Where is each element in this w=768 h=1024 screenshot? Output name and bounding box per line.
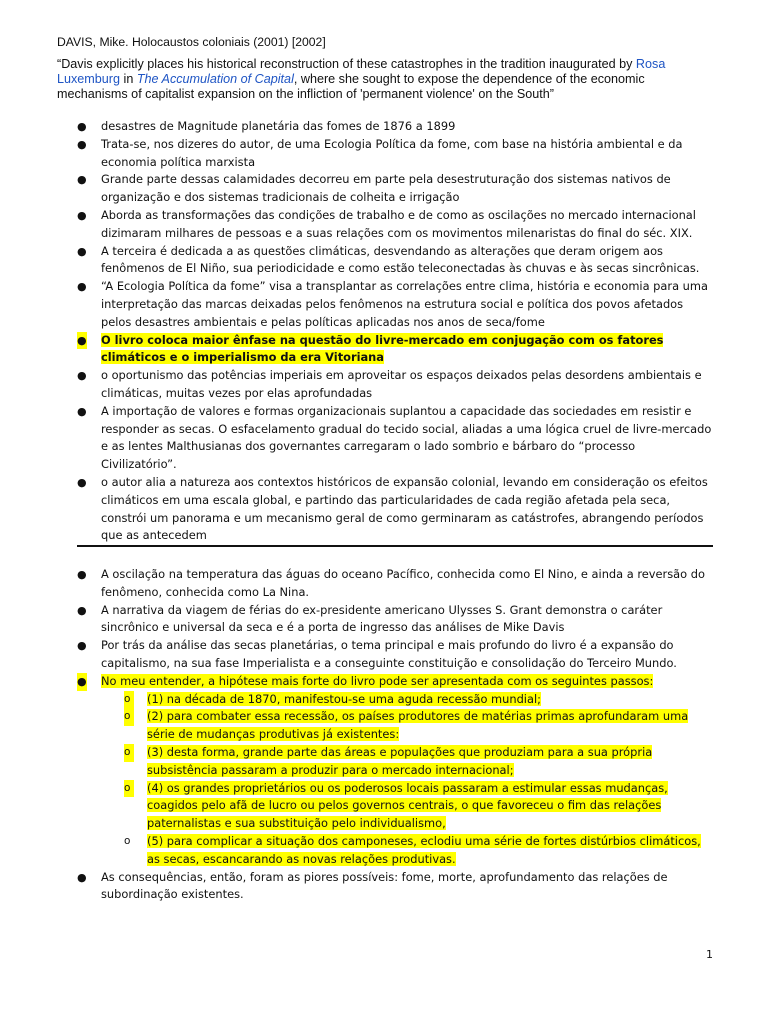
horizontal-divider — [77, 545, 713, 547]
circle-bullet-icon: o — [124, 744, 134, 762]
bullet-icon: ● — [77, 603, 87, 617]
link-rosa-luxemburg[interactable]: Rosa Luxemburg — [57, 57, 666, 86]
list-item: ● A terceira é dedicada a as questões climáticas, desvendando as alterações que deram origem aos fenômenos de El Niño, sua periodicidade e como estão teleconectadas às chuvas e às secas sincrônicas. — [77, 243, 700, 276]
bullet-icon: ● — [77, 208, 87, 222]
sub-list-item — [0, 780, 768, 833]
list-item: ● o autor alia a natureza aos contextos históricos de expansão colonial, levando em consideração os efeitos climáticos em uma escala global, e partindo das particularidades de cada região afetada pela seca, constrói um panorama e um mecanismo geral de como germinaram as catástrofes, abrangendo períodos que as antecedem — [77, 474, 708, 543]
list-item: ● A importação de valores e formas organizacionais suplantou a capacidade das sociedades em resistir e responder as secas. O esfacelamento gradual do tecido social, aliadas a uma lógica cruel de livre-mercado e as lentes Malthusianas dos governantes carregaram o lado sombrio e bárbaro do “processo Civilizatório”. — [77, 403, 712, 472]
highlighted-text: (1) na década de 1870, manifestou-se uma aguda recessão mundial; — [147, 691, 541, 706]
list-item: ● Aborda as transformações das condições de trabalho e de como as oscilações no mercado internacional dizimaram milhares de pessoas e a suas relações com os movimentos milenaristas do final do séc. XIX. — [77, 207, 696, 240]
circle-bullet-icon: o — [124, 834, 131, 847]
list-item: ● A oscilação na temperatura das águas do oceano Pacífico, conhecida como El Nino, e ainda a reversão do fenômeno, conhecida como La Nina. — [77, 567, 705, 599]
bullet-icon: ● — [77, 568, 87, 581]
bullet-icon: ● — [77, 173, 87, 187]
bullet-icon: ● — [77, 870, 87, 884]
citation-header: DAVIS, Mike. Holocaustos coloniais (2001) [2002] — [57, 35, 326, 49]
list-item: ● o oportunismo das potências imperiais em aproveitar os espaços deixados pelas desordens ambientais e climáticas, muitas vezes por elas aprofundadas — [77, 368, 702, 400]
highlighted-text: (3) desta forma, grande parte das áreas e populações que produziam para a sua própria subsistência passaram a produzir para o mercado internacional; — [147, 744, 653, 777]
highlighted-text: (4) os grandes proprietários ou os poderosos locais passaram a estimular essas mudanças, coagidos pelo afã de lucro ou pelos governos centrais, o que favoreceu o fim das relações paternalistas e sua substituição pelo individualismo, — [147, 780, 668, 831]
sub-list-item — [0, 833, 768, 869]
quote-text-1: “Davis explicitly places his historical reconstruction of these catastrophes in the tradition inaugurated by — [57, 57, 636, 71]
highlighted-text: (5) para complicar a situação dos camponeses, eclodiu uma série de fortes distúrbios climáticos, as secas, escancarando as novas relações produtivas. — [147, 833, 701, 866]
bullet-icon: ● — [77, 280, 87, 294]
sub-list-item — [0, 744, 768, 780]
bullet-icon: ● — [77, 475, 87, 489]
page-number: 1 — [706, 948, 713, 961]
sub-list-item — [0, 691, 768, 709]
epigraph-quote — [57, 57, 717, 102]
quote-text-3: , where she sought to expose the dependence of the economic mechanisms of capitalist expansion on the infliction of 'permanent violence' on the South” — [57, 72, 645, 101]
bullet-icon: ● — [77, 639, 87, 653]
bullet-icon: ● — [77, 120, 87, 133]
circle-bullet-icon: o — [124, 780, 134, 798]
circle-bullet-icon: o — [124, 708, 134, 726]
bullet-icon: ● — [77, 369, 87, 383]
list-item: ● Por trás da análise das secas planetárias, o tema principal e mais profundo do livro é a expansão do capitalismo, na sua fase Imperialista e a conseguinte constituição e consolidação do Terceiro Mundo. — [77, 638, 677, 670]
bullet-icon: ● — [77, 137, 87, 151]
bullet-list-1 — [0, 118, 768, 545]
link-accumulation-of-capital[interactable]: The Accumulation of Capital — [136, 72, 294, 86]
bullet-icon: ● — [77, 332, 87, 350]
quote-text-2: in — [120, 72, 137, 86]
list-item: ● Trata-se, nos dizeres do autor, de uma Ecologia Política da fome, com base na história ambiental e da economia política marxista — [77, 136, 683, 169]
bullet-list-2 — [0, 566, 768, 904]
list-item: ● A narrativa da viagem de férias do ex-presidente americano Ulysses S. Grant demonstra o caráter sincrônico e universal da seca e é a porta de ingresso das análises de Mike Davis — [77, 602, 663, 635]
bullet-icon: ● — [77, 673, 87, 691]
bullet-icon: ● — [77, 404, 87, 418]
highlighted-text: O livro coloca maior ênfase na questão do livre-mercado em conjugação com os fatores climáticos e o imperialismo da era Vitoriana — [101, 332, 664, 365]
bullet-icon: ● — [77, 244, 87, 258]
list-item: ● “A Ecologia Política da fome” visa a transplantar as correlações entre clima, história e economia para uma interpretação das marcas deixadas pelos fenômenos na estrutura social e política dos povos afetados pelos desastres ambientais e pelas políticas aplicadas nos anos de seca/fome — [77, 279, 708, 329]
list-item: ● As consequências, então, foram as piores possíveis: fome, morte, aprofundamento das relações de subordinação existentes. — [77, 869, 668, 902]
sub-list-item — [0, 708, 768, 744]
highlighted-text: (2) para combater essa recessão, os países produtores de matérias primas aprofundaram uma série de mudanças produtivas já existentes: — [147, 709, 689, 742]
highlighted-text: No meu entender, a hipótese mais forte do livro pode ser apresentada com os seguintes passos: — [101, 673, 654, 688]
circle-bullet-icon: o — [124, 691, 134, 709]
list-item: ● Grande parte dessas calamidades decorreu em parte pela desestruturação dos sistemas nativos de organização e dos sistemas tradicionais de colheita e irrigação — [77, 172, 671, 205]
list-item-highlighted — [0, 673, 768, 691]
list-item-highlighted — [0, 332, 768, 368]
list-item: ● desastres de Magnitude planetária das fomes de 1876 a 1899 — [0, 118, 768, 136]
